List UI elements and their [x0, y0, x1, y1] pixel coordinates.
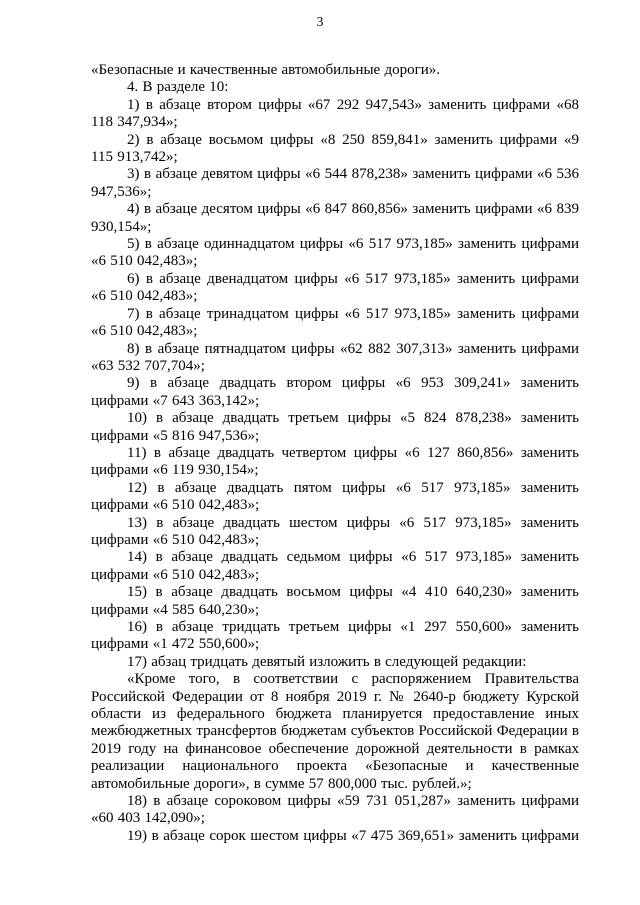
paragraph-item-10: 10) в абзаце двадцать третьем цифры «5 824 878,238» заменить цифрами «5 816 947,536»; [91, 410, 579, 444]
paragraph-item-8: 8) в абзаце пятнадцатом цифры «62 882 307,313» заменить цифрами «63 532 707,704»; [91, 340, 579, 374]
paragraph-item-18: 18) в абзаце сороковом цифры «59 731 051,287» заменить цифрами «60 403 142,090»; [91, 793, 579, 827]
paragraph-item-11: 11) в абзаце двадцать четвертом цифры «6 127 860,856» заменить цифрами «6 119 930,154»; [91, 444, 579, 479]
paragraph-item-15: 15) в абзаце двадцать восьмом цифры «4 410 640,230» заменить цифрами «4 585 640,230»; [91, 584, 579, 618]
paragraph-item-3: 3) в абзаце девятом цифры «6 544 878,238» заменить цифрами «6 536 947,536»; [91, 166, 579, 200]
paragraph-item-19: 19) в абзаце сорок шестом цифры «7 475 369,651» заменить цифрами [127, 827, 579, 844]
paragraph-continuation: «Безопасные и качественные автомобильные дороги». [91, 62, 441, 78]
paragraph-item-1: 1) в абзаце втором цифры «67 292 947,543» заменить цифрами «68 118 347,934»; [91, 96, 579, 131]
paragraph-section-heading: 4. В разделе 10: [127, 79, 229, 96]
paragraph-quoted-text: «Кроме того, в соответствии с распоряжением Правительства Российской Федерации от 8 ноября 2019 г. № 2640-р бюджету Курской области из федерального бюджета планируется предоставление иных межбюджетных трансфертов бюджетам субъектов Российской Федерации в 2019 году на финансовое обеспечение дорожной деятельности в рамках реализации национального проекта «Безопасные и качественные автомобильные дороги», в сумме 57 800,000 тыс. рублей.»; [91, 671, 579, 792]
paragraph-item-7: 7) в абзаце тринадцатом цифры «6 517 973,185» заменить цифрами «6 510 042,483»; [91, 305, 579, 340]
paragraph-item-14: 14) в абзаце двадцать седьмом цифры «6 517 973,185» заменить цифрами «6 510 042,483»; [91, 549, 579, 583]
paragraph-item-6: 6) в абзаце двенадцатом цифры «6 517 973,185» заменить цифрами «6 510 042,483»; [91, 270, 579, 305]
paragraph-item-9: 9) в абзаце двадцать втором цифры «6 953 309,241» заменить цифрами «7 643 363,142»; [91, 375, 579, 409]
paragraph-item-16: 16) в абзаце тридцать третьем цифры «1 297 550,600» заменить цифрами «1 472 550,600»; [91, 619, 579, 653]
paragraph-item-12: 12) в абзаце двадцать пятом цифры «6 517 973,185» заменить цифрами «6 510 042,483»; [91, 479, 579, 514]
page-number: 3 [316, 14, 324, 29]
paragraph-item-2: 2) в абзаце восьмом цифры «8 250 859,841» заменить цифрами «9 115 913,742»; [91, 131, 579, 166]
paragraph-item-17: 17) абзац тридцать девятый изложить в следующей редакции: [127, 653, 527, 670]
paragraph-item-4: 4) в абзаце десятом цифры «6 847 860,856» заменить цифрами «6 839 930,154»; [91, 201, 579, 235]
document-body [91, 62, 579, 845]
paragraph-item-13: 13) в абзаце двадцать шестом цифры «6 517 973,185» заменить цифрами «6 510 042,483»; [91, 514, 579, 548]
paragraph-item-5: 5) в абзаце одиннадцатом цифры «6 517 973,185» заменить цифрами «6 510 042,483»; [91, 236, 579, 270]
